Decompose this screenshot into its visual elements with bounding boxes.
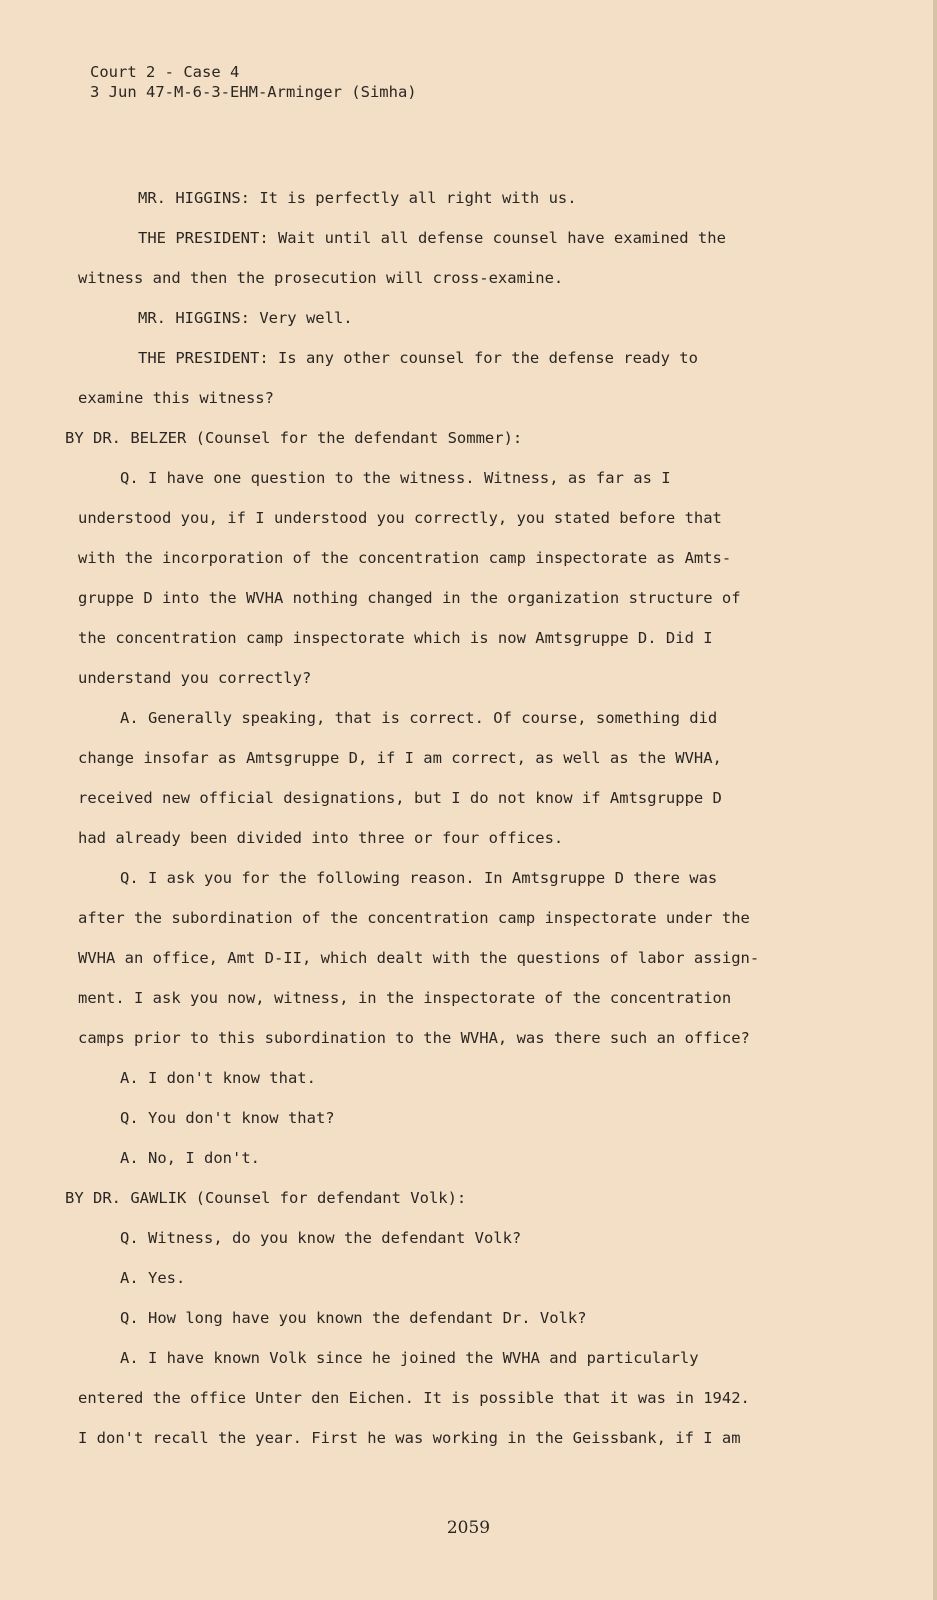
transcript-line: Q. I have one question to the witness. Witness, as far as I xyxy=(120,469,671,487)
transcript-line: had already been divided into three or four offices. xyxy=(78,829,564,847)
transcript-line: THE PRESIDENT: Wait until all defense counsel have examined the xyxy=(138,229,726,247)
document-header xyxy=(90,62,417,102)
transcript-body xyxy=(60,178,830,1458)
transcript-line: entered the office Unter den Eichen. It is possible that it was in 1942. xyxy=(78,1389,750,1407)
transcript-line: A. No, I don't. xyxy=(120,1149,260,1167)
transcript-line: Q. You don't know that? xyxy=(120,1109,335,1127)
transcript-line: gruppe D into the WVHA nothing changed in the organization structure of xyxy=(78,589,741,607)
transcript-line: Q. I ask you for the following reason. In Amtsgruppe D there was xyxy=(120,869,718,887)
transcript-line: I don't recall the year. First he was working in the Geissbank, if I am xyxy=(78,1429,741,1447)
transcript-line: Q. How long have you known the defendant Dr. Volk? xyxy=(120,1309,587,1327)
transcript-line: change insofar as Amtsgruppe D, if I am correct, as well as the WVHA, xyxy=(78,749,722,767)
header-date-line: 3 Jun 47-M-6-3-EHM-Arminger (Simha) xyxy=(90,83,417,101)
transcript-line: after the subordination of the concentration camp inspectorate under the xyxy=(78,909,750,927)
transcript-line: A. Yes. xyxy=(120,1269,186,1287)
transcript-line: A. Generally speaking, that is correct. Of course, something did xyxy=(120,709,718,727)
transcript-line: Q. Witness, do you know the defendant Volk? xyxy=(120,1229,522,1247)
transcript-line: examine this witness? xyxy=(78,389,274,407)
page-number: 2059 xyxy=(446,1518,491,1538)
transcript-line: ment. I ask you now, witness, in the inspectorate of the concentration xyxy=(78,989,732,1007)
transcript-line: understand you correctly? xyxy=(78,669,312,687)
transcript-line: A. I don't know that. xyxy=(120,1069,316,1087)
transcript-line: A. I have known Volk since he joined the WVHA and particularly xyxy=(120,1349,699,1367)
transcript-line: THE PRESIDENT: Is any other counsel for the defense ready to xyxy=(138,349,698,367)
transcript-line: BY DR. BELZER (Counsel for the defendant Sommer): xyxy=(65,429,523,447)
transcript-line: WVHA an office, Amt D-II, which dealt with the questions of labor assign- xyxy=(78,949,760,967)
transcript-line: understood you, if I understood you correctly, you stated before that xyxy=(78,509,722,527)
transcript-line: MR. HIGGINS: It is perfectly all right with us. xyxy=(138,189,577,207)
transcript-line: witness and then the prosecution will cross-examine. xyxy=(78,269,564,287)
header-case-line: Court 2 - Case 4 xyxy=(90,63,240,81)
transcript-line: MR. HIGGINS: Very well. xyxy=(138,309,353,327)
transcript-line: camps prior to this subordination to the WVHA, was there such an office? xyxy=(78,1029,750,1047)
transcript-line: the concentration camp inspectorate which is now Amtsgruppe D. Did I xyxy=(78,629,713,647)
transcript-line: BY DR. GAWLIK (Counsel for defendant Volk): xyxy=(65,1189,467,1207)
transcript-line: received new official designations, but I do not know if Amtsgruppe D xyxy=(78,789,722,807)
transcript-line: with the incorporation of the concentration camp inspectorate as Amts- xyxy=(78,549,732,567)
